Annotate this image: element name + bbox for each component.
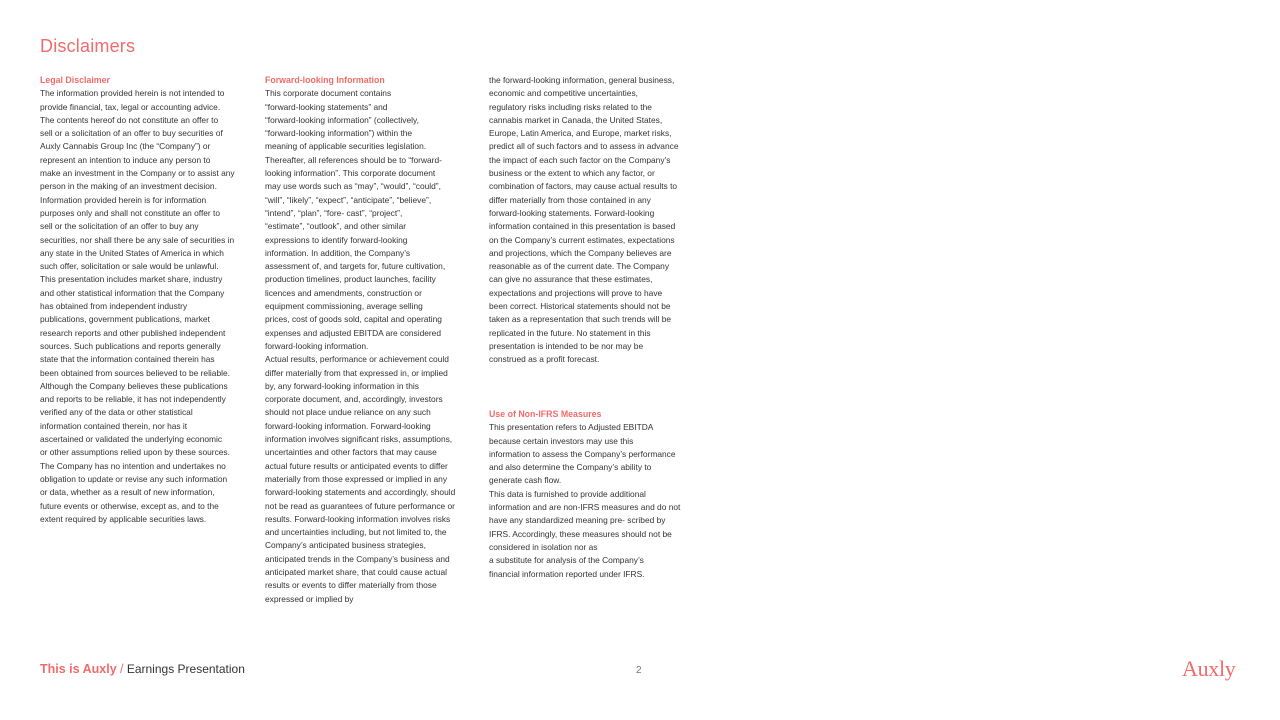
text-line: can give no assurance that these estimates, [489, 274, 653, 285]
text-line: information contained in this presentation is based [489, 221, 676, 232]
text-line: combination of factors, may cause actual results to [489, 181, 678, 192]
text-line: business or the extent to which any factor, or [489, 168, 655, 179]
text-line: expectations and projections will prove to have [489, 287, 663, 298]
text-line: by, any forward-looking information in this [265, 380, 419, 391]
text-line: uncertainties and other factors that may cause [265, 447, 437, 458]
text-line: “forward-looking information”) within the [265, 128, 413, 139]
text-line: “will”, “likely”, “expect”, “anticipate”, “believe”, [265, 194, 432, 205]
text-line: sell or the solicitation of an offer to buy any [40, 221, 199, 232]
text-line: expressions to identify forward-looking [265, 234, 408, 245]
text-line: generate cash flow. [489, 475, 562, 486]
text-line: extent required by applicable securities laws. [40, 513, 207, 524]
text-line: looking information”. This corporate document [265, 168, 436, 179]
text-line: been obtained from sources believed to be reliable. [40, 367, 230, 378]
text-line: such offer, solicitation or sale would be unlawful. [40, 261, 219, 272]
text-line: ascertained or validated the underlying economic [40, 434, 223, 445]
text-line: should not place undue reliance on any such [265, 407, 431, 418]
text-line: production timelines, product launches, facility [265, 274, 436, 285]
text-line: information contained therein, nor has it [40, 420, 188, 431]
text-line: replicated in the future. No statement in this [489, 327, 651, 338]
text-line: results. Forward-looking information involves risks [265, 513, 451, 524]
text-line: considered in isolation nor as [489, 541, 598, 552]
text-line: and uncertainties including, but not limited to, the [265, 527, 447, 538]
footer-subtitle: Earnings Presentation [126, 662, 245, 676]
text-line: forward-looking information. [265, 340, 369, 351]
text-line: provide financial, tax, legal or accounting advice. [40, 101, 221, 112]
text-line: meaning of applicable securities legislation. [265, 141, 427, 152]
text-line: actual future results or anticipated events to differ [265, 460, 448, 471]
text-line: purposes only and shall not constitute an offer to [40, 207, 221, 218]
text-line: the impact of each such factor on the Company’s [489, 154, 671, 165]
text-line: “estimate”, “outlook”, and other similar [265, 221, 407, 232]
text-line: forward-looking statements. Forward-looking [489, 207, 655, 218]
non-ifrs-body [489, 421, 703, 581]
text-line: Actual results, performance or achievement could [265, 354, 449, 365]
text-line: construed as a profit forecast. [489, 354, 600, 365]
text-line: This corporate document contains [265, 88, 392, 99]
legal-disclaimer-section [40, 74, 254, 526]
text-line: IFRS. Accordingly, these measures should not be [489, 528, 672, 539]
forward-looking-section [265, 74, 479, 606]
footer-separator: / [120, 662, 124, 676]
text-line: may use words such as “may”, “would”, “could”, [265, 181, 441, 192]
text-line: “forward-looking information” (collectively, [265, 114, 419, 125]
text-line: information to assess the Company’s performance [489, 448, 676, 459]
text-line: verified any of the data or other statistical [40, 407, 193, 418]
auxly-logo: Auxly [1182, 656, 1236, 681]
text-line: This data is furnished to provide additional [489, 488, 646, 499]
text-line: not be read as guarantees of future performance or [265, 500, 455, 511]
text-line: information and are non-IFRS measures and do not [489, 502, 681, 513]
text-line: materially from those expressed or implied in any [265, 473, 448, 484]
text-line: Although the Company believes these publications [40, 380, 228, 391]
page-title: Disclaimers [40, 36, 136, 56]
text-line: information. In addition, the Company’s [265, 247, 411, 258]
text-line: expenses and adjusted EBITDA are considered [265, 327, 441, 338]
text-line: been correct. Historical statements should not be [489, 301, 671, 312]
text-line: sources. Such publications and reports generally [40, 340, 221, 351]
text-line: results or events to differ materially from those [265, 580, 437, 591]
page-number: 2 [636, 665, 642, 676]
text-line: or data, whether as a result of new information, [40, 487, 215, 498]
text-line: prices, cost of goods sold, capital and operating [265, 314, 442, 325]
text-line: have any standardized meaning pre- scribed by [489, 515, 666, 526]
text-line: and projections, which the Company believes are [489, 247, 672, 258]
text-line: Thereafter, all references should be to “forward- [265, 154, 442, 165]
non-ifrs-section [489, 408, 703, 581]
text-line: research reports and other published independent [40, 327, 226, 338]
text-line: any state in the United States of America in which [40, 247, 224, 258]
text-line: has obtained from independent industry [40, 301, 188, 312]
text-line: This presentation refers to Adjusted EBITDA [489, 422, 654, 433]
footer-title [40, 662, 245, 676]
text-line: future events or otherwise, except as, and to the [40, 500, 219, 511]
text-line: predict all of such factors and to assess in advance [489, 141, 679, 152]
text-line: publications, government publications, market [40, 314, 210, 325]
text-line: regulatory risks including risks related to the [489, 101, 652, 112]
text-line: on the Company’s current estimates, expectations [489, 234, 675, 245]
text-line: represent an intention to induce any person to [40, 154, 211, 165]
text-line: sell or a solicitation of an offer to buy securities of [40, 128, 223, 139]
forward-looking-body [265, 87, 479, 606]
text-line: forward-looking information. Forward-looking [265, 420, 431, 431]
text-line: and other statistical information that the Company [40, 287, 225, 298]
text-line: or other assumptions relied upon by these sources. [40, 447, 230, 458]
text-line: The contents hereof do not constitute an offer to [40, 114, 219, 125]
text-line: because certain investors may use this [489, 435, 634, 446]
text-line: securities, nor shall there be any sale of securities in [40, 234, 235, 245]
text-line: The information provided herein is not intended to [40, 88, 225, 99]
text-line: expressed or implied by [265, 593, 354, 604]
text-line: the forward-looking information, general business, [489, 75, 675, 85]
text-line: The Company has no intention and undertakes no [40, 460, 226, 471]
text-line: financial information reported under IFRS. [489, 568, 645, 579]
non-ifrs-heading: Use of Non-IFRS Measures [489, 409, 602, 419]
text-line: obligation to update or revise any such information [40, 473, 228, 484]
text-line: and also determine the Company’s ability to [489, 462, 652, 473]
forward-looking-continued-body [489, 74, 703, 367]
text-line: person in the making of an investment decision. [40, 181, 217, 192]
text-line: differ materially from that expressed in, or implied [265, 367, 448, 378]
text-line: state that the information contained therein has [40, 354, 215, 365]
text-line: Auxly Cannabis Group Inc (the “Company”) or [40, 141, 211, 152]
text-line: anticipated market share, that could cause actual [265, 566, 448, 577]
text-line: make an investment in the Company or to assist any [40, 168, 235, 179]
text-line: licences and amendments, construction or [265, 287, 422, 298]
text-line: equipment commissioning, average selling [265, 301, 423, 312]
text-line: This presentation includes market share, industry [40, 274, 223, 285]
forward-looking-heading: Forward-looking Information [265, 75, 385, 85]
text-line: information involves significant risks, assumptions, [265, 434, 453, 445]
text-line: corporate document, and, accordingly, investors [265, 394, 443, 405]
text-line: assessment of, and targets for, future cultivation, [265, 261, 446, 272]
text-line: a substitute for analysis of the Company’s [489, 555, 644, 566]
forward-looking-continued-section [489, 74, 703, 367]
text-line: and reports to be reliable, it has not independently [40, 394, 226, 405]
text-line: economic and competitive uncertainties, [489, 88, 638, 99]
text-line: “forward-looking statements” and [265, 101, 388, 112]
text-line: “intend”, “plan”, “fore- cast”, “project”, [265, 207, 403, 218]
text-line: Information provided herein is for information [40, 194, 207, 205]
text-line: cannabis market in Canada, the United States, [489, 114, 663, 125]
text-line: anticipated trends in the Company’s business and [265, 553, 450, 564]
footer-brand: This is Auxly [40, 662, 117, 676]
legal-disclaimer-body [40, 87, 254, 526]
legal-disclaimer-heading: Legal Disclaimer [40, 75, 110, 85]
text-line: presentation is intended to be nor may be [489, 340, 644, 351]
text-line: taken as a representation that such trends will be [489, 314, 672, 325]
text-line: Europe, Latin America, and Europe, market risks, [489, 128, 672, 139]
text-line: Company’s anticipated business strategies, [265, 540, 426, 551]
text-line: forward-looking statements and accordingly, should [265, 487, 456, 498]
text-line: differ materially from those contained in any [489, 194, 651, 205]
text-line: reasonable as of the current date. The Company [489, 261, 670, 272]
